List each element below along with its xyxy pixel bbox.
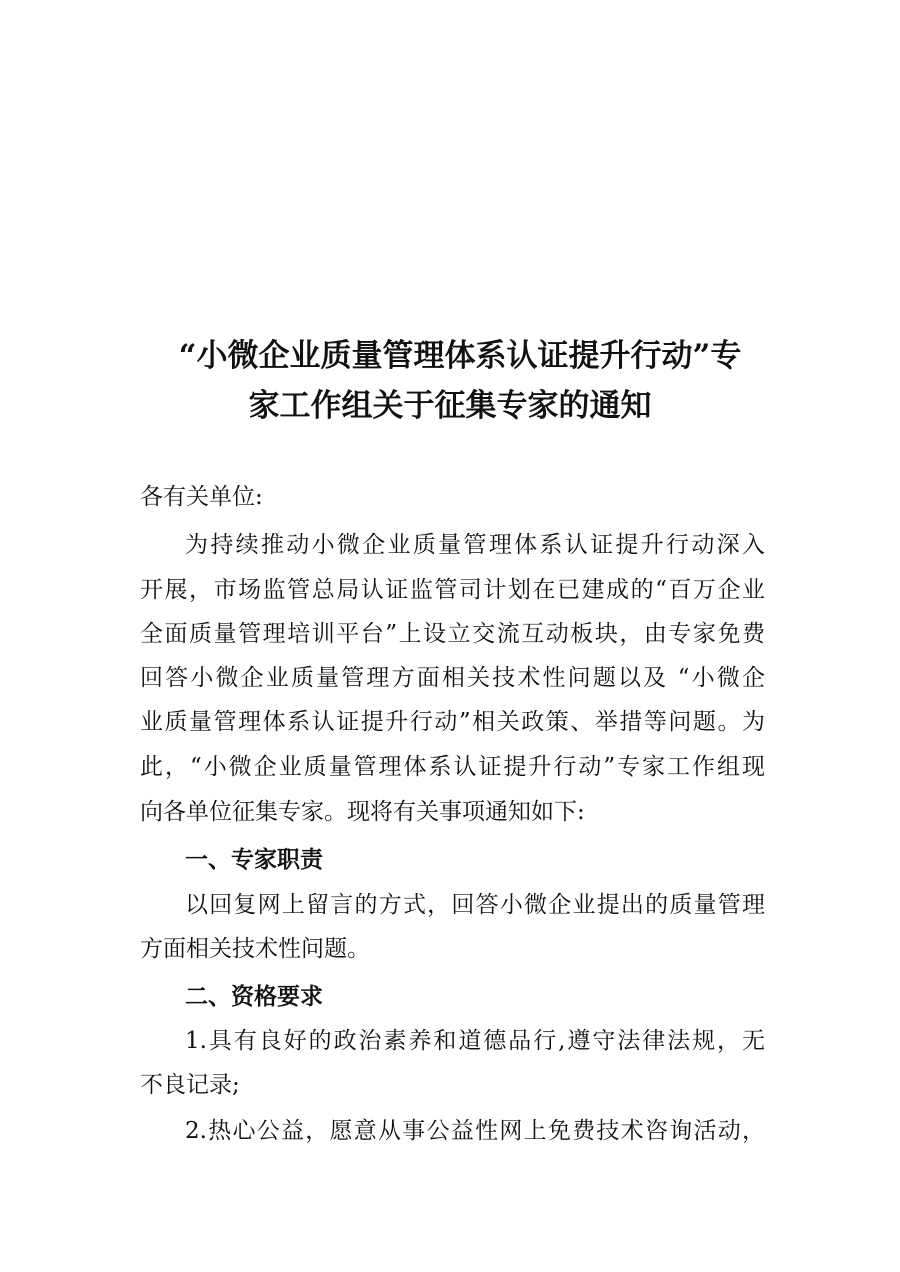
text-line: 1.具有良好的政治素养和道德品行,遵守法律法规，无 xyxy=(185,1028,765,1054)
text-line: 回答小微企业质量管理方面相关技术性问题以及 “小微企 xyxy=(140,665,765,691)
title-line: “小微企业质量管理体系认证提升行动”专 xyxy=(178,338,742,374)
text-line: 全面质量管理培训平台”上设立交流互动板块，由专家免费 xyxy=(140,621,765,647)
text-line: 此，“小微企业质量管理体系认证提升行动”专家工作组现 xyxy=(140,754,765,780)
text-line: 向各单位征集专家。现将有关事项通知如下: xyxy=(140,799,585,825)
section-heading: 二、资格要求 xyxy=(185,984,323,1010)
section-heading: 一、专家职责 xyxy=(185,847,323,873)
text-line: 2.热心公益，愿意从事公益性网上免费技术咨询活动， xyxy=(185,1118,765,1144)
salutation: 各有关单位: xyxy=(140,484,263,510)
text-line: 为持续推动小微企业质量管理体系认证提升行动深入 xyxy=(185,532,765,558)
text-line: 业质量管理体系认证提升行动”相关政策、举措等问题。为 xyxy=(140,709,765,735)
text-line: 开展，市场监管总局认证监管司计划在已建成的“百万企业 xyxy=(140,577,765,603)
title-line: 家工作组关于征集专家的通知 xyxy=(248,388,652,424)
text-line: 不良记录; xyxy=(140,1072,240,1098)
text-line: 以回复网上留言的方式，回答小微企业提出的质量管理 xyxy=(185,892,765,918)
text-line: 方面相关技术性问题。 xyxy=(140,936,370,962)
